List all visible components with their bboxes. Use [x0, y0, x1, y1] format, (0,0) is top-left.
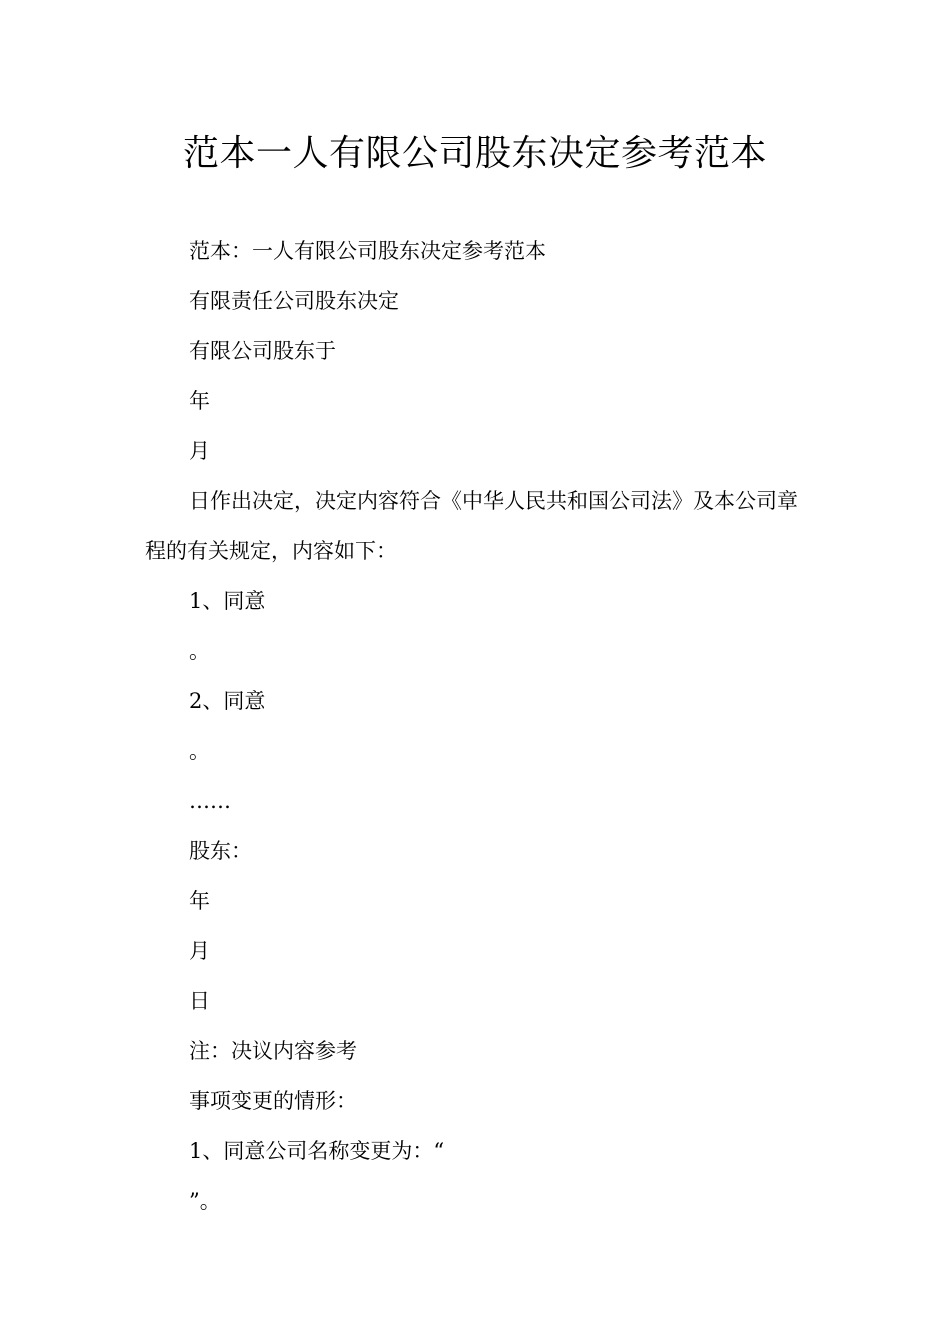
paragraph-item-1: 1、同意: [189, 589, 266, 613]
document-title: 范本一人有限公司股东决定参考范本: [182, 133, 767, 174]
paragraph-item-2: 2、同意: [189, 689, 266, 713]
paragraph-item-2-end: 。: [189, 739, 210, 763]
paragraph-sign-month: 月: [189, 939, 210, 963]
paragraph-shareholder-of: 有限公司股东于: [189, 339, 336, 363]
paragraph-year: 年: [189, 389, 210, 413]
paragraph-change-cases: 事项变更的情形：: [189, 1089, 357, 1113]
paragraph-note: 注：决议内容参考: [189, 1039, 357, 1063]
paragraph-item-1-end: 。: [189, 639, 210, 663]
paragraph-name-change-end: ”。: [189, 1189, 221, 1213]
paragraph-ellipsis: ……: [189, 789, 231, 813]
document-body: [145, 226, 810, 1226]
paragraph-template-heading: 范本：一人有限公司股东决定参考范本: [189, 239, 546, 263]
paragraph-sign-year: 年: [189, 889, 210, 913]
paragraph-month: 月: [189, 439, 210, 463]
paragraph-sign-day: 日: [189, 989, 210, 1013]
paragraph-decision-statement: 日作出决定，决定内容符合《中华人民共和国公司法》及本公司章程的有关规定，内容如下：: [145, 489, 798, 563]
paragraph-name-change: 1、同意公司名称变更为：“: [189, 1139, 445, 1163]
paragraph-decision-heading: 有限责任公司股东决定: [189, 289, 399, 313]
paragraph-shareholder-signature: 股东：: [189, 839, 252, 863]
